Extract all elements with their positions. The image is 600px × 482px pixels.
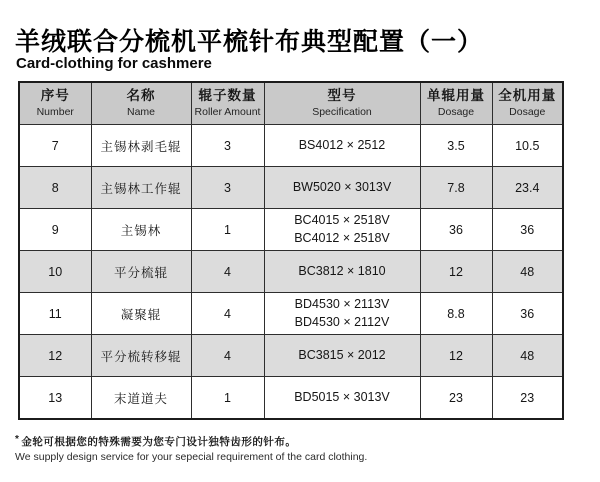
cell-dosage-single: 3.5 — [420, 125, 492, 167]
table-row — [19, 377, 563, 420]
column-header-roller-amount — [191, 82, 264, 125]
cell-dosage-machine: 10.5 — [492, 125, 563, 167]
column-header-specification-en: Specification — [312, 106, 372, 119]
cell-specification — [264, 167, 420, 209]
cell-dosage-single: 8.8 — [420, 293, 492, 335]
column-header-number — [19, 82, 91, 125]
page-subtitle: Card-clothing for cashmere — [16, 55, 212, 72]
spec-line: BS4012 × 2512 — [298, 137, 386, 152]
column-header-roller-amount-zh: 辊子数量 — [198, 88, 257, 104]
cell-name-text: 主锡林工作辊 — [100, 181, 182, 196]
footnote-en: We supply design service for your sepecial requirement of the card clothing. — [15, 451, 368, 464]
cell-dosage-machine: 23 — [492, 377, 563, 420]
column-header-specification — [264, 82, 420, 125]
table-row — [19, 251, 563, 293]
footnote-asterisk: * — [15, 434, 20, 445]
spec-line: BC3812 × 1810 — [298, 263, 386, 278]
table-row — [19, 209, 563, 251]
cell-specification — [264, 293, 420, 335]
column-header-number-zh: 序号 — [40, 88, 70, 104]
spec-line: BC3815 × 2012 — [298, 347, 386, 362]
cell-name — [91, 335, 191, 377]
cell-roller-amount: 1 — [191, 377, 264, 420]
cell-name-text: 凝聚辊 — [120, 307, 162, 322]
footnote-zh — [15, 433, 367, 450]
cell-dosage-machine: 36 — [492, 209, 563, 251]
table-body — [19, 125, 563, 420]
cell-name — [91, 251, 191, 293]
column-header-dosage-single-zh: 单辊用量 — [427, 88, 485, 104]
footnote — [15, 433, 367, 465]
table-header — [19, 82, 563, 125]
cell-number: 8 — [19, 167, 91, 209]
cell-dosage-machine: 48 — [492, 335, 563, 377]
cell-name — [91, 377, 191, 420]
column-header-dosage-single — [420, 82, 492, 125]
column-header-number-en: Number — [36, 106, 74, 119]
column-header-name-en: Name — [126, 106, 155, 119]
cell-dosage-machine: 48 — [492, 251, 563, 293]
cell-name — [91, 125, 191, 167]
column-header-dosage-machine-en: Dosage — [509, 106, 546, 119]
cell-dosage-single: 36 — [420, 209, 492, 251]
cell-name — [91, 293, 191, 335]
cell-name-text: 主锡林 — [120, 223, 162, 238]
cell-number: 11 — [19, 293, 91, 335]
column-header-dosage-single-en: Dosage — [437, 106, 475, 119]
cell-dosage-single: 23 — [420, 377, 492, 420]
cell-roller-amount: 4 — [191, 251, 264, 293]
column-header-name-zh: 名称 — [126, 88, 156, 104]
cell-specification — [264, 377, 420, 420]
column-header-roller-amount-en: Roller Amount — [194, 106, 261, 119]
cell-dosage-machine: 36 — [492, 293, 563, 335]
table-row — [19, 125, 563, 167]
cell-roller-amount: 4 — [191, 293, 264, 335]
cell-name — [91, 167, 191, 209]
table-row — [19, 293, 563, 335]
cell-number: 7 — [19, 125, 91, 167]
cell-number: 10 — [19, 251, 91, 293]
column-header-specification-zh: 型号 — [327, 88, 357, 104]
cell-roller-amount: 1 — [191, 209, 264, 251]
spec-line: BW5020 × 3013V — [292, 179, 392, 194]
footnote-zh-text: 金轮可根据您的特殊需要为您专门设计独特齿形的针布。 — [21, 436, 297, 448]
table-row — [19, 335, 563, 377]
column-header-dosage-machine-zh: 全机用量 — [498, 88, 557, 104]
card-clothing-config-table — [18, 81, 564, 420]
column-header-dosage-machine — [492, 82, 563, 125]
cell-specification — [264, 125, 420, 167]
cell-dosage-single: 7.8 — [420, 167, 492, 209]
cell-roller-amount: 4 — [191, 335, 264, 377]
table-row — [19, 167, 563, 209]
cell-specification — [264, 335, 420, 377]
cell-dosage-single: 12 — [420, 335, 492, 377]
spec-line: BC4012 × 2518V — [294, 230, 390, 245]
cell-name-text: 平分梳辊 — [113, 265, 168, 280]
cell-name-text: 平分梳转移辊 — [100, 349, 182, 364]
cell-name — [91, 209, 191, 251]
cell-dosage-single: 12 — [420, 251, 492, 293]
cell-roller-amount: 3 — [191, 125, 264, 167]
column-header-name — [91, 82, 191, 125]
cell-number: 12 — [19, 335, 91, 377]
cell-number: 9 — [19, 209, 91, 251]
cell-specification — [264, 209, 420, 251]
cell-number: 13 — [19, 377, 91, 420]
spec-line: BC4015 × 2518V — [294, 213, 390, 227]
table-header-row — [19, 82, 563, 125]
cell-specification — [264, 251, 420, 293]
cell-name-text: 主锡林剥毛辊 — [100, 139, 182, 154]
cell-dosage-machine: 23.4 — [492, 167, 563, 209]
cell-name-text: 末道道夫 — [113, 391, 168, 406]
spec-line: BD4530 × 2112V — [294, 314, 390, 329]
cell-roller-amount: 3 — [191, 167, 264, 209]
spec-line: BD4530 × 2113V — [294, 297, 390, 311]
spec-line: BD5015 × 3013V — [294, 389, 390, 404]
page-title: 羊绒联合分梳机平梳针布典型配置（一） — [15, 28, 484, 56]
